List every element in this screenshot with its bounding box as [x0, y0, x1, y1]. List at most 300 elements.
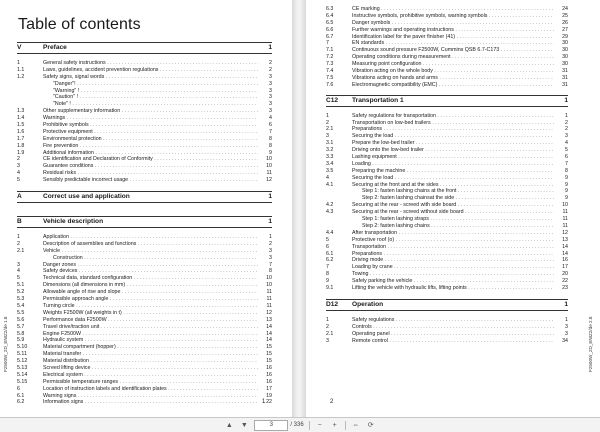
toc-entry[interactable]	[326, 61, 568, 68]
toc-entry-number: 1.8	[17, 142, 25, 149]
toc-entry-number	[17, 255, 43, 262]
toc-entry-page: 11	[266, 296, 272, 303]
page-title: Table of contents	[18, 16, 141, 33]
toc-entry-number: 6.6	[326, 26, 334, 33]
toc-entry-title: Material transfer . . .	[43, 351, 258, 358]
toc-entry-number: 5.8	[17, 330, 25, 337]
toc-entry-page: 10	[266, 282, 272, 289]
section-number: C12	[326, 96, 339, 104]
toc-entry[interactable]	[326, 195, 568, 202]
toc-entry-title: Guarantee conditions . . .	[43, 163, 258, 170]
toc-entry-title: Continuous sound pressure F2500W, Cummins QSB 6.7-C173 . . .	[352, 47, 554, 54]
toc-entry-page: 9	[565, 188, 568, 195]
toc-entry-page: 3	[269, 108, 272, 115]
toc-entry-page: 11	[266, 302, 272, 309]
toc-entry-number: 4	[326, 174, 329, 181]
toc-entry-page: 27	[562, 26, 568, 33]
toc-entry-title: Warnings . . .	[43, 115, 258, 122]
toc-entry-number: 1.7	[17, 135, 25, 142]
toc-entry-number: 5.10	[17, 344, 28, 351]
toc-entry[interactable]	[326, 82, 568, 89]
toc-entry[interactable]	[326, 209, 568, 216]
toc-entry-page: 22	[562, 278, 568, 285]
toc-entry-page: 3	[269, 87, 272, 94]
toc-entry-page: 7	[269, 128, 272, 135]
toc-entry-page: 3	[565, 133, 568, 140]
section-page: 1	[268, 193, 272, 201]
toc-entry-title: Step 2: fasten lashing chains . . .	[352, 223, 554, 230]
zoom-in-icon[interactable]: +	[332, 421, 337, 429]
toc-entry-title: Hydraulic system . . .	[43, 337, 258, 344]
toc-entry[interactable]	[17, 365, 272, 372]
toc-entry-page: 7	[269, 261, 272, 268]
toc-entry-number	[326, 223, 352, 230]
toc-entry[interactable]	[326, 331, 568, 338]
toc-entry[interactable]	[17, 393, 272, 400]
toc-entry[interactable]	[17, 337, 272, 344]
toc-entry-number: 6.1	[326, 250, 334, 257]
toc-entry-title: Performance data F2500W . . .	[43, 317, 258, 324]
zoom-out-icon[interactable]: −	[317, 421, 322, 429]
toc-entry[interactable]	[17, 386, 272, 393]
toc-entry-page: 3	[269, 94, 272, 101]
toc-entry[interactable]	[326, 202, 568, 209]
toc-entry-title: Description of assemblies and functions . . .	[43, 241, 258, 248]
toc-entry-page: 22	[266, 399, 272, 406]
page-gutter	[292, 0, 306, 417]
toc-entry-number: 6.4	[326, 12, 334, 19]
toc-entry-page: 1	[565, 316, 568, 323]
toc-entry[interactable]	[17, 170, 272, 177]
toc-entry-number: 3.3	[326, 154, 334, 161]
toc-entry-page: 26	[562, 19, 568, 26]
toc-entry-number: 7.2	[326, 54, 334, 61]
toc-entry-number: 2	[17, 156, 20, 163]
toc-entry-page: 2	[269, 60, 272, 66]
toc-entry-title: Technical data, standard configuration . . .	[43, 275, 258, 282]
toc-entry[interactable]	[326, 230, 568, 237]
toc-entry-title: Vibrations acting on hands and arms . . .	[352, 75, 554, 82]
toc-entry-title: Transportation . . .	[352, 244, 554, 251]
toc-entry[interactable]	[326, 188, 568, 195]
toc-entry[interactable]	[17, 358, 272, 365]
toc-entry-title: Securing the load . . .	[352, 175, 554, 182]
toc-entry-number: 1	[326, 316, 329, 323]
toc-entry-page: 31	[562, 81, 568, 88]
toc-entry-number: 3	[17, 163, 20, 170]
toc-entry-number: 7.6	[326, 81, 334, 88]
toc-entry[interactable]	[17, 248, 272, 255]
toc-entry-title: CE identification and Declaration of Conformity . . .	[43, 156, 258, 163]
toc-entry-title: "Warning" ! . . .	[43, 88, 258, 95]
toc-entry-title: Safety regulations for transportation . . .	[352, 113, 554, 120]
fit-width-icon[interactable]: ⇔	[352, 421, 360, 429]
toc-entry[interactable]	[17, 262, 272, 269]
toc-entry-number: 4	[17, 268, 20, 275]
prev-page-icon[interactable]: ▲	[225, 421, 233, 429]
toc-entry-page: 10	[562, 202, 568, 209]
toc-entry-page: 9	[269, 149, 272, 156]
toc-entry-title: Environmental protection . . .	[43, 136, 258, 143]
toc-entry[interactable]	[326, 27, 568, 34]
section-title: Operation	[352, 300, 384, 308]
toc-entry-title: Step 2: fasten lashing chainsat the side . . .	[352, 195, 554, 202]
page-total: / 336	[290, 422, 304, 428]
toc-entry-number: 3	[17, 261, 20, 268]
toc-entry[interactable]	[17, 317, 272, 324]
toc-entry-title: Permissible approach angle . . .	[43, 296, 258, 303]
toc-entry-page: 4	[565, 140, 568, 147]
toc-entry-page: 5	[565, 147, 568, 154]
toc-entry[interactable]	[326, 264, 568, 271]
toc-entry-page: 20	[562, 271, 568, 278]
toc-entry-page: 14	[266, 337, 272, 344]
toc-entry[interactable]	[326, 175, 568, 182]
toc-entry-page: 8	[565, 167, 568, 174]
toc-entry[interactable]	[17, 275, 272, 282]
toc-entry-number: 5.4	[17, 302, 25, 309]
toc-entry-number: 8	[326, 271, 329, 278]
toc-entry-title: Application . . .	[43, 234, 258, 241]
toc-entry-title: Screed lifting device . . .	[43, 365, 258, 372]
toc-entry-title: Additional information . . .	[43, 150, 258, 157]
toc-entry[interactable]	[326, 244, 568, 251]
toc-entry-page: 14	[562, 243, 568, 250]
toc-entry-title: Vehicle . . .	[43, 248, 258, 255]
toc-entry[interactable]	[17, 101, 272, 108]
toc-entry-page: 3	[269, 247, 272, 254]
toc-entry-number: 5.14	[17, 371, 28, 378]
toc-entry-number: 6	[326, 243, 329, 250]
toc-entry-number: 1	[326, 112, 329, 119]
toc-entry-title: Travel drive/traction unit . . .	[43, 324, 258, 331]
toc-entry[interactable]	[17, 108, 272, 115]
section-title: Transportation 1	[352, 96, 404, 104]
toc-entry-number	[17, 101, 43, 108]
toc-entry[interactable]	[326, 338, 568, 345]
toc-entry-page: 8	[269, 135, 272, 142]
toc-entry-number: 5.6	[17, 316, 25, 323]
toc-entry-number: 6.1	[17, 392, 25, 399]
toc-entry[interactable]	[17, 143, 272, 150]
section-number: A	[17, 193, 22, 201]
toc-entry-title: Other supplementary information . . .	[43, 108, 258, 115]
rotate-icon[interactable]: ⟳	[367, 422, 374, 429]
toc-entry-title: Prepare the low-bed trailer . . .	[352, 140, 554, 147]
toc-entry[interactable]	[17, 255, 272, 262]
toc-entry-number: 1.9	[17, 149, 25, 156]
toc-entry[interactable]	[326, 120, 568, 127]
section-title: Vehicle description	[43, 218, 104, 226]
page-number-input[interactable]: 3	[254, 420, 288, 431]
toc-entry-number: 6.3	[326, 6, 334, 12]
toc-entry-number: 1.4	[17, 115, 25, 122]
toc-entry[interactable]	[326, 40, 568, 47]
toc-section-heading[interactable]	[326, 299, 568, 311]
toc-entry-page: 1	[565, 112, 568, 119]
toc-entry[interactable]	[326, 113, 568, 120]
toc-entry-title: Construction . . .	[43, 255, 258, 262]
toc-entry-page: 25	[562, 12, 568, 19]
toc-entry-title: Engine F2500W . . .	[43, 331, 258, 338]
toc-entry[interactable]	[326, 13, 568, 20]
toc-entry-number	[326, 188, 352, 195]
toc-entry-number: 3	[326, 133, 329, 140]
toc-entry[interactable]	[17, 156, 272, 163]
toc-entry[interactable]	[326, 20, 568, 27]
toc-entry[interactable]	[326, 126, 568, 133]
toc-entry-number: 7.3	[326, 61, 334, 68]
toc-entry-page: 3	[269, 254, 272, 261]
toc-entry-page: 11	[562, 216, 568, 223]
toc-entry-number: 5.7	[17, 323, 25, 330]
toc-entry-page: 30	[562, 40, 568, 47]
toc-entry-page: 15	[266, 358, 272, 365]
toc-entry[interactable]	[326, 161, 568, 168]
toc-entry-title: "Danger"! . . .	[43, 81, 258, 88]
toc-entry[interactable]	[17, 136, 272, 143]
toc-entry[interactable]	[17, 289, 272, 296]
toc-entry[interactable]	[326, 133, 568, 140]
toc-entry[interactable]	[326, 182, 568, 189]
toc-entry-page: 1	[269, 234, 272, 241]
toc-entry[interactable]	[326, 147, 568, 154]
toc-entry[interactable]	[17, 94, 272, 101]
toc-entry[interactable]	[17, 122, 272, 129]
toc-entry-title: Operating conditions during measurement . . .	[352, 54, 554, 61]
toc-entry-number: 7	[326, 40, 329, 47]
toc-entry-number: 2.1	[17, 247, 25, 254]
toc-left	[17, 40, 272, 411]
toc-entry-number: 5	[17, 275, 20, 282]
toc-entry[interactable]	[326, 34, 568, 41]
page-number: 1	[262, 399, 266, 405]
toc-entry-title: Sensibly predictable incorrect usage . . .	[43, 177, 258, 184]
toc-entry-title: Securing at the front and at the sides . . .	[352, 182, 554, 189]
toc-entry-page: 17	[266, 385, 272, 392]
toc-entry[interactable]	[17, 234, 272, 241]
toc-entry[interactable]	[326, 68, 568, 75]
toc-entry-number: 4.1	[326, 181, 334, 188]
toc-entry[interactable]	[17, 163, 272, 170]
toc-entry[interactable]	[17, 115, 272, 122]
toc-entry-title: Identification label for the paver finisher (41) . . .	[352, 34, 554, 41]
toc-entry-number: 2	[17, 240, 20, 247]
toc-entry-title: Lashing equipment . . .	[352, 154, 554, 161]
toc-entry-title: Location of instruction labels and identification plates . . .	[43, 386, 258, 393]
toc-entry-title: Electrical system . . .	[43, 372, 258, 379]
toc-entry[interactable]	[326, 168, 568, 175]
toc-entry-number: 3	[326, 337, 329, 344]
toc-entry[interactable]	[326, 317, 568, 324]
toc-entry-title: Allowable angle of rise and slope . . .	[43, 289, 258, 296]
toc-entry-page: 24	[562, 6, 568, 12]
toc-entry-number: 3.2	[326, 147, 334, 154]
toc-entry-page: 3	[565, 323, 568, 330]
toc-entry-number: 6	[17, 385, 20, 392]
toc-entry-page: 6	[565, 154, 568, 161]
toc-entry-page: 7	[565, 160, 568, 167]
toc-entry[interactable]	[17, 60, 272, 67]
toc-entry[interactable]	[326, 324, 568, 331]
page-number: 2	[330, 399, 334, 405]
toc-entry[interactable]	[326, 154, 568, 161]
toc-entry-title: Preparations . . .	[352, 126, 554, 133]
toc-entry-title: Residual risks . . .	[43, 170, 258, 177]
toc-entry-page: 23	[562, 284, 568, 291]
toc-entry[interactable]	[326, 54, 568, 61]
toc-entry-number	[17, 81, 43, 88]
toc-entry-title: General safety instructions . . .	[43, 60, 258, 67]
toc-entry-page: 3	[269, 73, 272, 80]
toc-entry-title: Controls . . .	[352, 324, 554, 331]
toc-entry-title: Electromagnetic compatibility (EMC) . . .	[352, 82, 554, 89]
toc-entry-number: 1.6	[17, 128, 25, 135]
toc-entry-page: 31	[562, 74, 568, 81]
toc-entry-page: 10	[266, 163, 272, 170]
toc-entry-number: 5.9	[17, 337, 25, 344]
toc-entry[interactable]	[17, 324, 272, 331]
next-page-icon[interactable]: ▼	[240, 421, 248, 429]
toc-entry[interactable]	[17, 67, 272, 74]
toc-entry[interactable]	[326, 47, 568, 54]
toc-entry-number: 1.3	[17, 108, 25, 115]
toc-entry[interactable]	[326, 75, 568, 82]
toc-entry-number: 4.4	[326, 229, 334, 236]
toc-entry-number: 3.1	[326, 140, 334, 147]
toc-entry[interactable]	[17, 379, 272, 386]
toc-entry[interactable]	[17, 282, 272, 289]
toc-entry[interactable]	[326, 271, 568, 278]
toc-entry-number: 1.2	[17, 73, 25, 80]
toc-entry[interactable]	[326, 257, 568, 264]
toc-entry-page: 12	[266, 309, 272, 316]
toc-entry-title: Lifting the vehicle with hydraulic lifts, lifting points . . .	[352, 285, 554, 292]
toc-entry[interactable]	[17, 150, 272, 157]
toc-entry-title: "Note" ! . . .	[43, 101, 258, 108]
toc-entry-number: 7.5	[326, 74, 334, 81]
toc-entry-page: 2	[565, 126, 568, 133]
toc-entry-number: 9.1	[326, 284, 334, 291]
toc-section-heading[interactable]	[326, 95, 568, 107]
toc-entry-page: 8	[269, 268, 272, 275]
toc-entry-number: 7.1	[326, 47, 334, 54]
toc-entry[interactable]	[17, 74, 272, 81]
section-page: 1	[564, 96, 568, 104]
toc-entry-page: 3	[269, 101, 272, 108]
toc-entry-number: 1	[17, 234, 20, 241]
toc-entry-title: Dimensions (all dimensions in mm) . . .	[43, 282, 258, 289]
toc-entry[interactable]	[17, 177, 272, 184]
toc-entry-title: Towing . . .	[352, 271, 554, 278]
toc-entry-title: Prohibitive symbols . . .	[43, 122, 258, 129]
toc-entry-title: Permissible temperature ranges . . .	[43, 379, 258, 386]
side-document-code: F2500W_2D_ENIZ2/de 1.8	[3, 316, 8, 372]
toc-entry-title: Securing at the rear - screed without side board . . .	[352, 209, 554, 216]
toc-entry-page: 14	[562, 250, 568, 257]
toc-entry-number: 5.12	[17, 358, 28, 365]
toc-entry-page: 12	[266, 177, 272, 184]
toc-entry-number: 2.1	[326, 330, 334, 337]
toc-entry[interactable]	[326, 278, 568, 285]
toc-section-heading[interactable]	[17, 191, 272, 203]
toc-entry-title: Operating panel . . .	[352, 331, 554, 338]
toc-entry-number: 5	[326, 236, 329, 243]
toc-entry[interactable]	[326, 285, 568, 292]
section-number: B	[17, 218, 22, 226]
toc-entry-title: Fire prevention . . .	[43, 143, 258, 150]
toc-entry[interactable]	[17, 372, 272, 379]
toc-entry-title: Securing the load . . .	[352, 133, 554, 140]
toc-entry-number: 5.11	[17, 351, 27, 358]
toc-entry[interactable]	[17, 344, 272, 351]
toc-entry[interactable]	[17, 241, 272, 248]
toc-entry[interactable]	[17, 129, 272, 136]
toc-entry-page: 4	[269, 115, 272, 122]
toc-section-heading[interactable]	[17, 216, 272, 228]
toc-entry-title: Measuring point configuration . . .	[352, 61, 554, 68]
toc-entry-page: 16	[266, 378, 272, 385]
toc-entry-page: 9	[565, 195, 568, 202]
toc-entry-number: 9	[326, 278, 329, 285]
toc-entry-page: 8	[269, 142, 272, 149]
toc-entry-number: 2	[326, 323, 329, 330]
toc-entry-title: Danger zones . . .	[43, 262, 258, 269]
toc-entry-number	[17, 88, 43, 95]
toc-entry[interactable]	[17, 351, 272, 358]
toc-entry[interactable]	[326, 251, 568, 258]
toc-entry[interactable]	[326, 237, 568, 244]
toc-entry[interactable]	[17, 296, 272, 303]
toc-entry-title: Loading by crane . . .	[352, 264, 554, 271]
toc-entry-page: 11	[266, 170, 272, 177]
toc-entry-title: Vibration acting on the whole body . . .	[352, 68, 554, 75]
toc-entry-number: 6.2	[326, 257, 334, 264]
toc-entry-number: 5.5	[17, 309, 25, 316]
toc-entry-number: 6.7	[326, 33, 334, 40]
toc-entry[interactable]	[326, 6, 568, 13]
toc-entry-title: Safety devices . . .	[43, 268, 258, 275]
toc-entry-page: 9	[565, 174, 568, 181]
toc-entry-number: 3.4	[326, 160, 334, 167]
toc-entry-title: Step 1: fasten lashing chains at the front . . .	[352, 188, 554, 195]
toc-entry-title: Safely parking the vehicle . . .	[352, 278, 554, 285]
toc-entry[interactable]	[17, 331, 272, 338]
toc-entry[interactable]	[17, 88, 272, 95]
toc-entry[interactable]	[326, 140, 568, 147]
toc-entry-title: Step 1: fasten lashing straps . . .	[352, 216, 554, 223]
toc-entry-title: Material distribution . . .	[43, 358, 258, 365]
toc-entry-page: 13	[562, 236, 568, 243]
toc-entry[interactable]	[17, 268, 272, 275]
toc-entry-number: 7	[326, 264, 329, 271]
toc-entry[interactable]	[17, 399, 272, 406]
left-page	[0, 0, 292, 417]
toc-entry-title: Instructive symbols, prohibitive symbols, warning symbols . . .	[352, 13, 554, 20]
toc-section-heading[interactable]	[17, 42, 272, 54]
toc-entry[interactable]	[326, 216, 568, 223]
section-title: Correct use and application	[43, 193, 130, 201]
toc-entry-number: 1.5	[17, 122, 25, 129]
toc-entry[interactable]	[17, 303, 272, 310]
toc-entry-title: Danger symbols . . .	[352, 20, 554, 27]
toc-entry[interactable]	[17, 310, 272, 317]
toc-entry[interactable]	[326, 223, 568, 230]
toc-entry-title: Information signs . . .	[43, 399, 258, 406]
toc-entry-page: 30	[562, 47, 568, 54]
toolbar-divider	[345, 421, 346, 430]
toc-entry[interactable]	[17, 81, 272, 88]
